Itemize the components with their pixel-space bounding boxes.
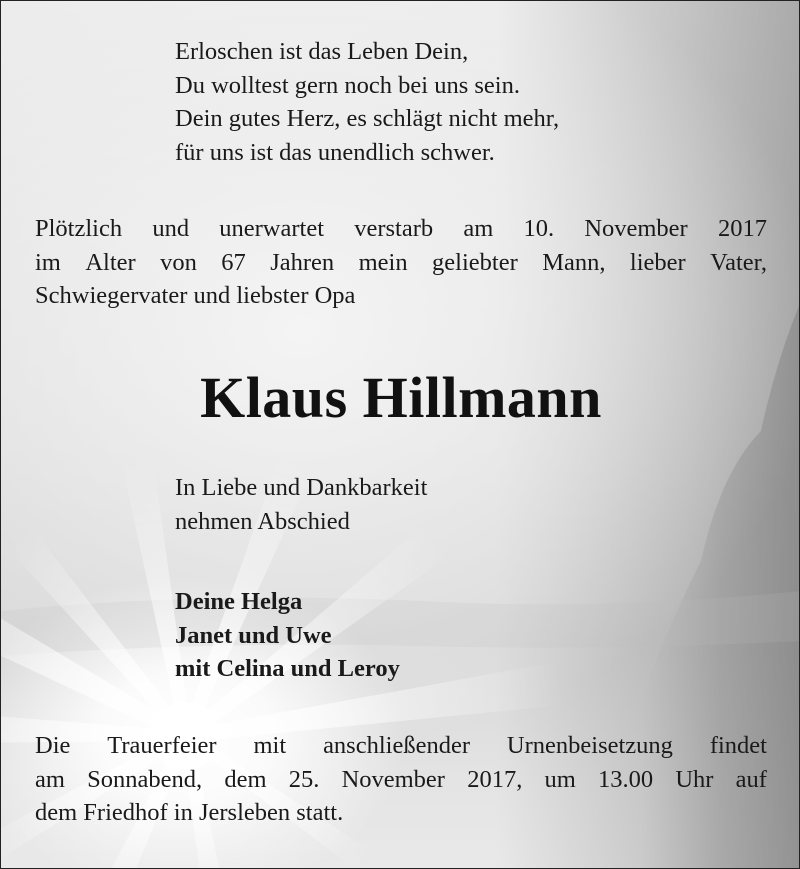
word: mein — [358, 248, 408, 276]
mourner-name: mit Celina und Leroy — [175, 655, 400, 682]
word: November — [341, 765, 445, 793]
word: von — [160, 248, 197, 276]
word: findet — [709, 732, 767, 759]
poem-line: Erloschen ist das Leben Dein, — [175, 38, 469, 65]
word: mit — [253, 732, 287, 759]
word: 67 — [221, 248, 246, 276]
mourner-name: Deine Helga — [175, 588, 303, 615]
word: November — [584, 215, 688, 242]
word: Mann, — [542, 248, 606, 276]
word: 2017 — [717, 215, 767, 242]
word: 2017, — [467, 765, 523, 793]
word: Jahren — [270, 248, 335, 276]
word: im — [35, 248, 61, 276]
ceremony-line — [35, 729, 767, 763]
word: unerwartet — [219, 215, 325, 242]
word: dem — [224, 765, 267, 793]
mourners-list — [175, 585, 400, 686]
poem-verse — [175, 35, 559, 169]
word: Urnenbeisetzung — [506, 732, 673, 759]
word: 25. — [288, 765, 320, 793]
word: Vater, — [710, 248, 767, 276]
announcement-line — [35, 212, 767, 246]
word: verstarb — [354, 215, 434, 242]
word: Uhr — [675, 765, 714, 793]
word: Plötzlich — [35, 215, 123, 242]
poem-line: Du wolltest gern noch bei uns sein. — [175, 71, 520, 99]
word: Trauerfeier — [107, 732, 217, 759]
word: und — [152, 215, 190, 242]
word: 10. — [523, 215, 555, 242]
farewell-line: nehmen Abschied — [175, 507, 350, 535]
word: 13.00 — [598, 765, 654, 793]
word: am — [463, 215, 494, 242]
deceased-name: Klaus Hillmann — [200, 365, 602, 430]
announcement-line: Schwiegervater und liebster Opa — [35, 282, 356, 309]
farewell-line: In Liebe und Dankbarkeit — [175, 474, 428, 501]
word: Alter — [85, 248, 136, 276]
ceremony-line — [35, 763, 767, 797]
word: um — [544, 765, 576, 793]
funeral-details — [35, 729, 767, 830]
word: Sonnabend, — [87, 765, 203, 793]
word: am — [35, 765, 65, 793]
word: auf — [735, 765, 767, 793]
poem-line: für uns ist das unendlich schwer. — [175, 138, 495, 166]
word: lieber — [629, 248, 686, 276]
death-announcement — [35, 212, 767, 313]
word: Die — [35, 732, 71, 759]
ceremony-line: dem Friedhof in Jersleben statt. — [35, 799, 344, 826]
word: geliebter — [432, 248, 518, 276]
announcement-line — [35, 246, 767, 280]
farewell-text — [175, 471, 427, 538]
poem-line: Dein gutes Herz, es schlägt nicht mehr, — [175, 105, 560, 132]
mourner-name: Janet und Uwe — [175, 621, 332, 649]
word: anschließender — [323, 732, 470, 759]
